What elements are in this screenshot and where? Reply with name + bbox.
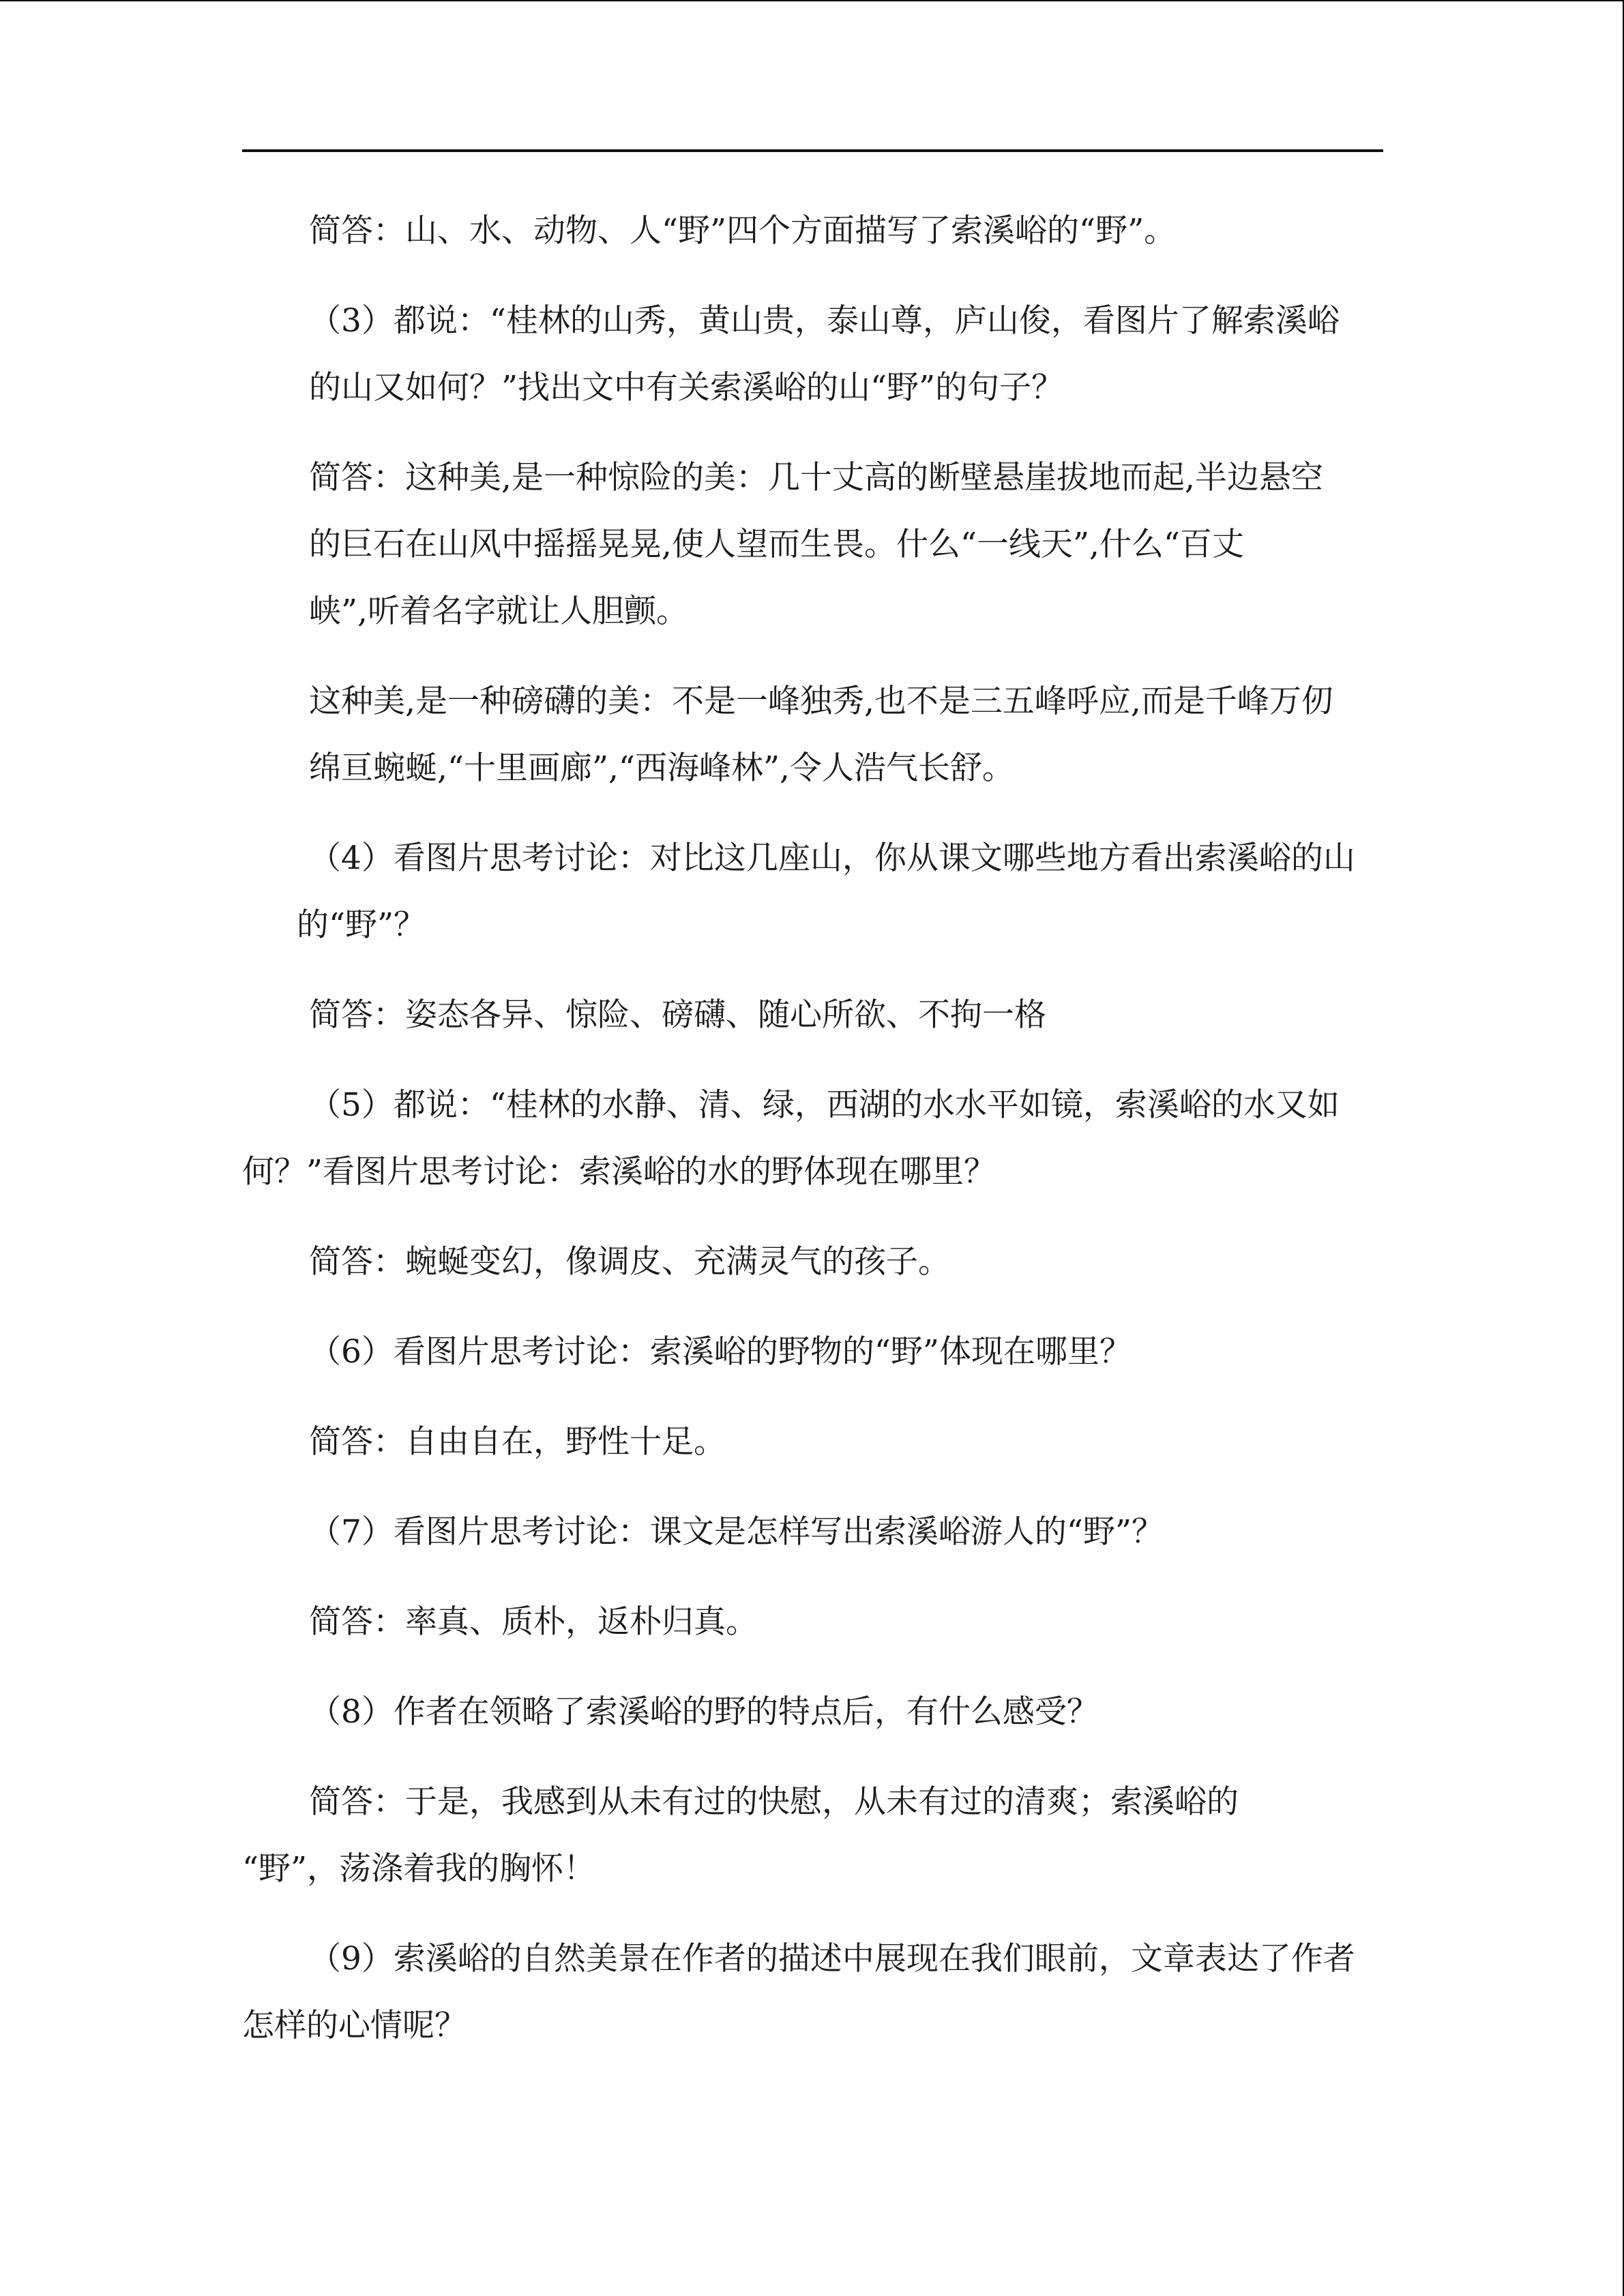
text-line: （9）索溪峪的自然美景在作者的描述中展现在我们眼前，文章表达了作者 [309, 1940, 1355, 1978]
text-line: 绵亘蜿蜒,“十里画廊”,“西海峰林”,令人浩气长舒。 [309, 749, 1014, 787]
text-line: 的“野”？ [297, 906, 426, 944]
text-line: （3）都说：“桂林的山秀，黄山贵，泰山尊，庐山俊，看图片了解索溪峪 [309, 302, 1340, 340]
text-line: “野”，荡涤着我的胸怀！ [242, 1850, 596, 1888]
answer-paragraph [242, 1409, 1395, 1476]
text-line: 简答：山、水、动物、人“野”四个方面描写了索溪峪的“野”。 [309, 212, 1177, 250]
text-line: 这种美,是一种磅礴的美：不是一峰独秀,也不是三五峰呼应,而是千峰万仞 [309, 683, 1333, 720]
answer-paragraph [242, 1589, 1395, 1656]
text-line: 简答：蜿蜒变幻，像调皮、充满灵气的孩子。 [309, 1243, 950, 1281]
text-line: （4）看图片思考讨论：对比这几座山，你从课文哪些地方看出索溪峪的山 [309, 839, 1355, 877]
text-line: 何？”看图片思考讨论：索溪峪的水的野体现在哪里？ [242, 1153, 996, 1191]
page-top-border [0, 0, 1624, 1]
question-paragraph [242, 1926, 1395, 2059]
question-paragraph [242, 1679, 1395, 1746]
text-line: 峡”,听着名字就让人胆颤。 [309, 593, 688, 630]
text-line: 简答：率真、质朴，返朴归真。 [309, 1603, 758, 1641]
text-line: （8）作者在领略了索溪峪的野的特点后，有什么感受？ [309, 1693, 1099, 1731]
header-rule [242, 149, 1383, 152]
text-line: 简答：姿态各异、惊险、磅礴、随心所欲、不拘一格 [309, 996, 1046, 1034]
document-body [242, 198, 1395, 2059]
question-paragraph [242, 1072, 1395, 1206]
answer-paragraph [242, 1229, 1395, 1296]
text-line: 简答：自由自在，野性十足。 [309, 1423, 726, 1461]
question-paragraph [242, 1319, 1395, 1386]
question-paragraph [242, 288, 1395, 421]
answer-paragraph [242, 982, 1395, 1049]
question-paragraph [242, 825, 1395, 959]
text-line: 简答：于是，我感到从未有过的快慰，从未有过的清爽；索溪峪的 [309, 1783, 1239, 1821]
answer-paragraph [242, 1769, 1395, 1903]
text-line: 怎样的心情呢？ [242, 2007, 467, 2044]
answer-paragraph [242, 198, 1395, 265]
answer-paragraph [242, 668, 1395, 802]
question-paragraph [242, 1499, 1395, 1566]
text-line: 的巨石在山风中摇摇晃晃,使人望而生畏。什么“一线天”,什么“百丈 [309, 526, 1244, 563]
text-line: （5）都说：“桂林的水静、清、绿，西湖的水水平如镜，索溪峪的水又如 [309, 1086, 1340, 1124]
text-line: （6）看图片思考讨论：索溪峪的野物的“野”体现在哪里？ [309, 1333, 1132, 1371]
answer-paragraph [242, 445, 1395, 645]
text-line: 的山又如何？”找出文中有关索溪峪的山“野”的句子？ [309, 369, 1064, 406]
text-line: 简答：这种美,是一种惊险的美：几十丈高的断壁悬崖拔地而起,半边悬空 [309, 459, 1323, 496]
text-line: （7）看图片思考讨论：课文是怎样写出索溪峪游人的“野”？ [309, 1513, 1164, 1551]
